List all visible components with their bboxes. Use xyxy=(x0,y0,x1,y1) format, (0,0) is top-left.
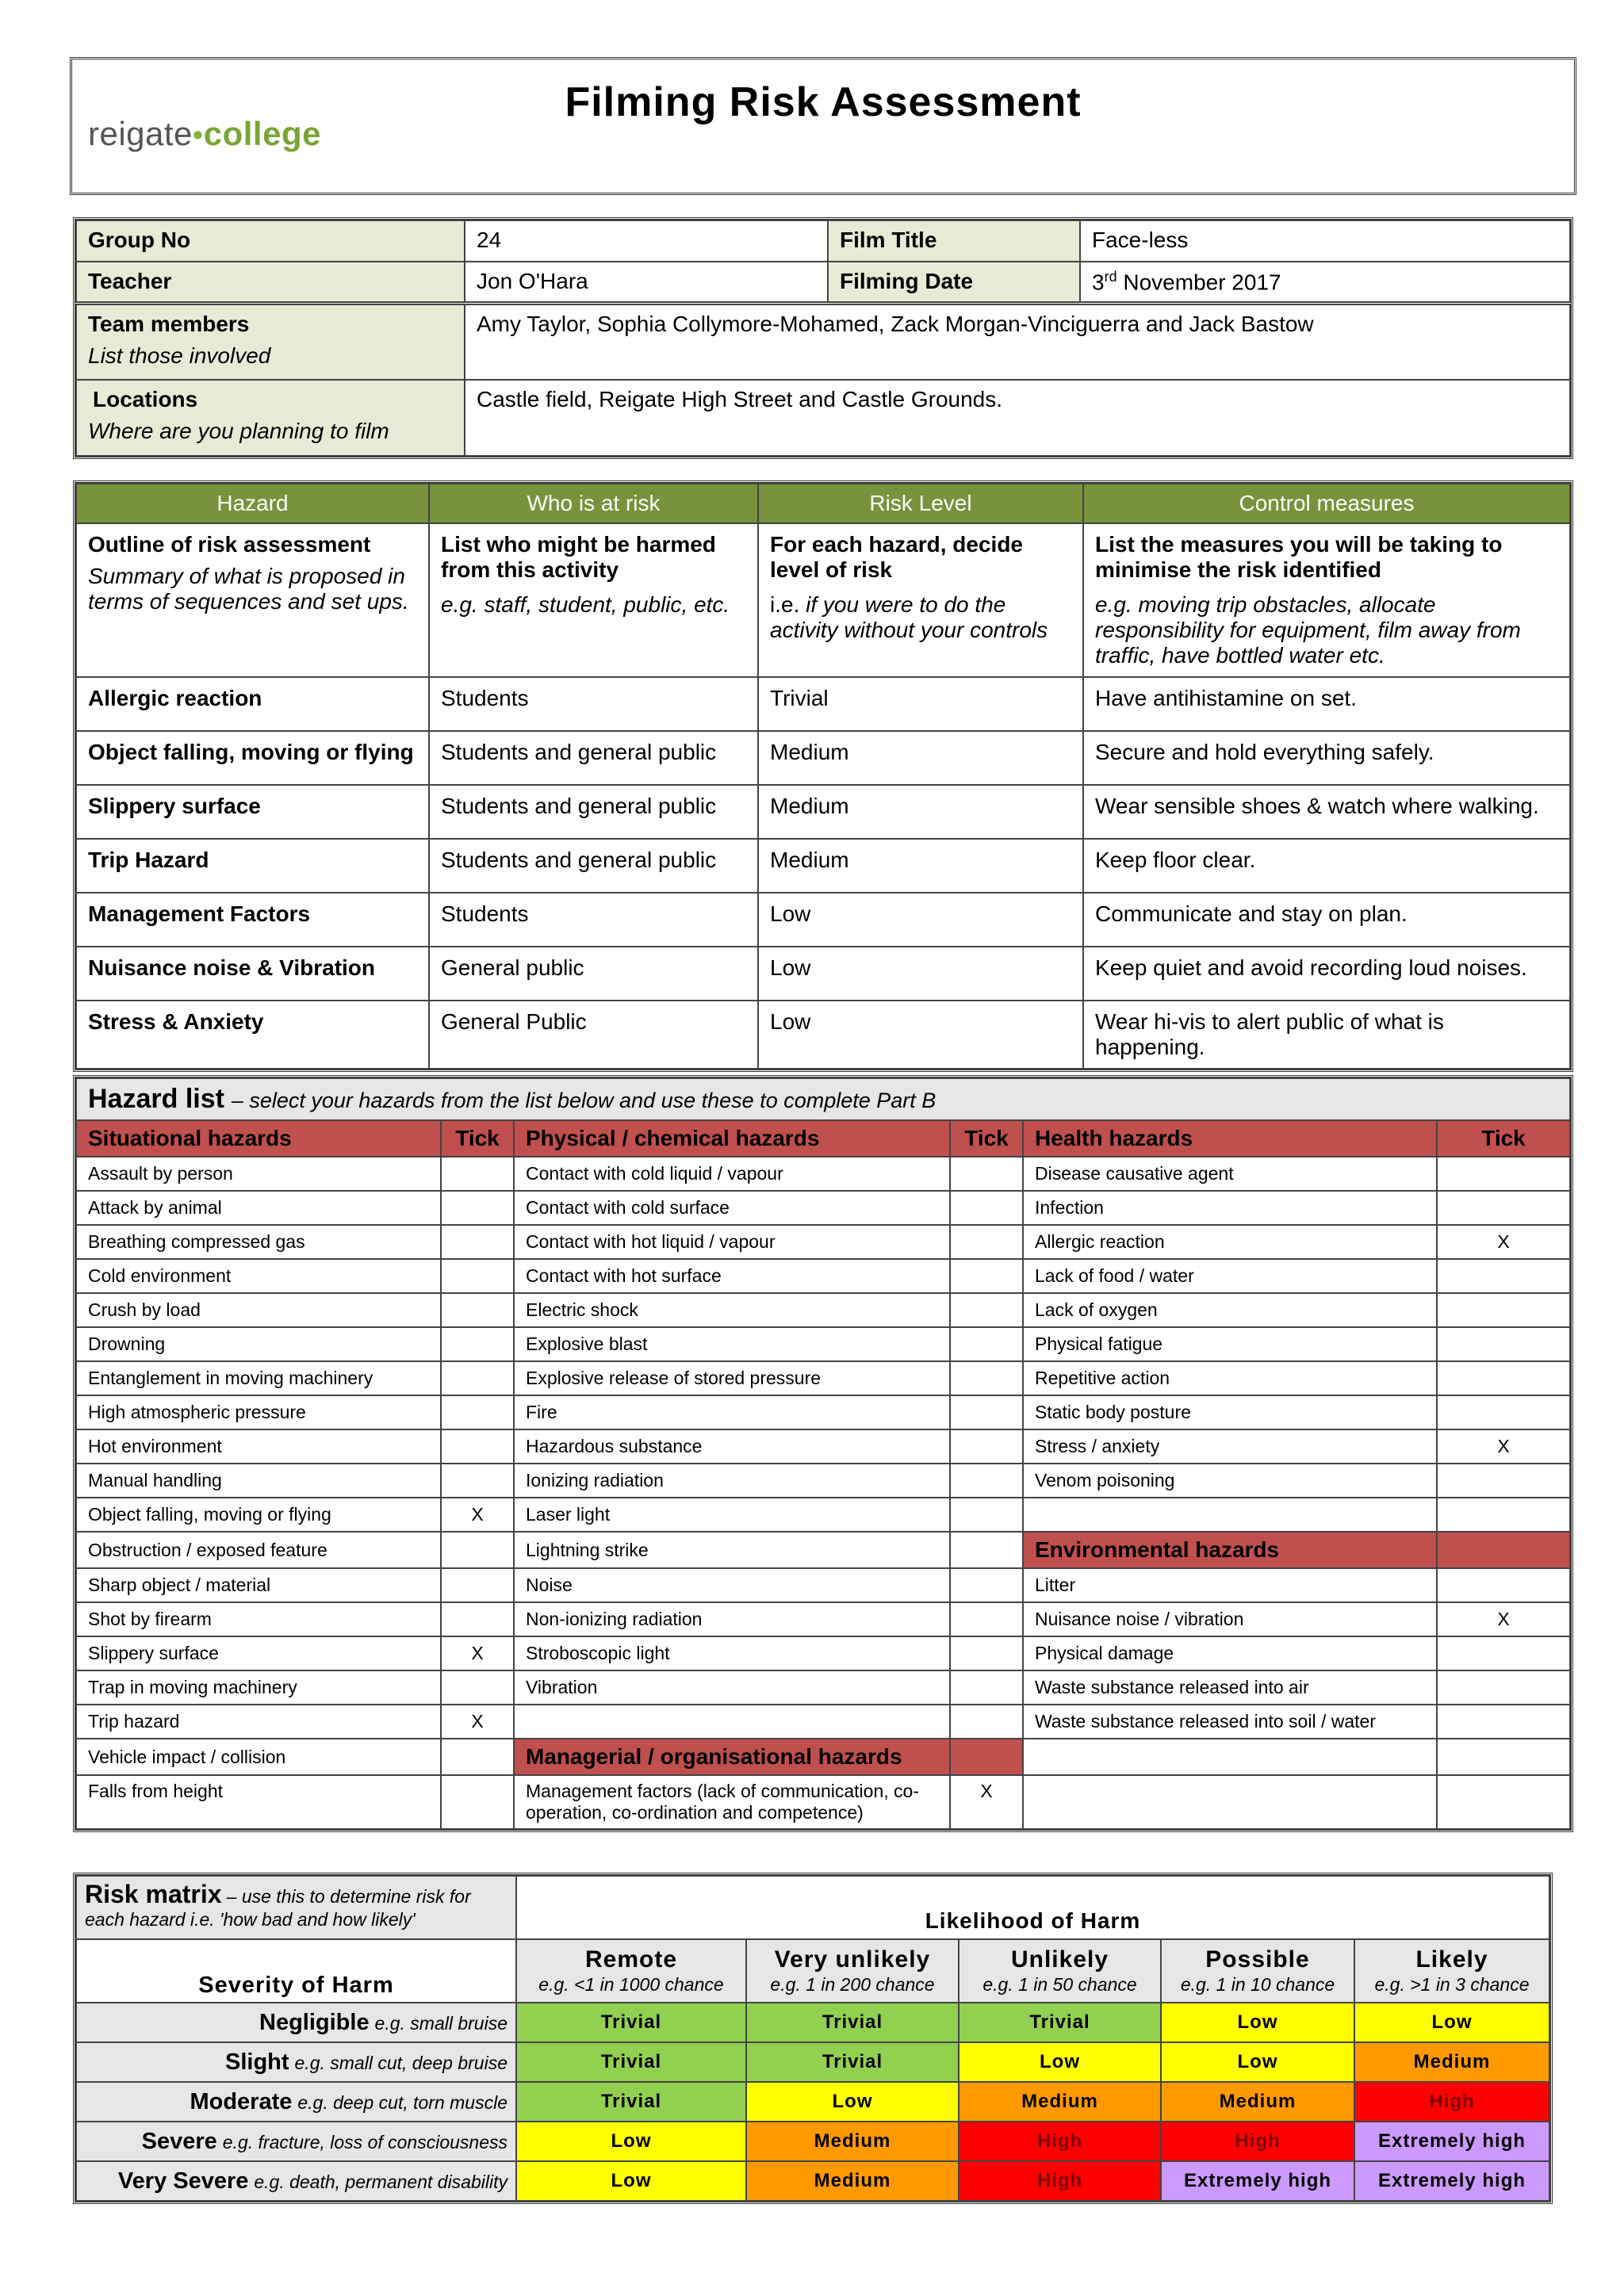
hazard-list-subtitle: – select your hazards from the list below and use these to complete Part B xyxy=(231,1089,936,1112)
filming-date-day: 3 xyxy=(1092,270,1105,295)
health-hazard: Allergic reaction xyxy=(1023,1225,1437,1259)
managerial-tick-header xyxy=(950,1739,1023,1775)
situational-tick[interactable] xyxy=(441,1670,514,1705)
risk-cell: Medium xyxy=(1161,2082,1354,2122)
control-measure: Communicate and stay on plan. xyxy=(1083,893,1570,947)
who-at-risk: Students xyxy=(429,677,758,731)
info-table xyxy=(75,220,1571,457)
physical-tick[interactable] xyxy=(950,1361,1023,1395)
situational-tick[interactable] xyxy=(441,1225,514,1259)
physical-tick[interactable] xyxy=(950,1259,1023,1293)
situational-tick[interactable] xyxy=(441,1259,514,1293)
risk-cell: High xyxy=(1161,2122,1354,2161)
risk-cell: Trivial xyxy=(746,2042,959,2082)
header-box xyxy=(70,57,1576,195)
severity-of-harm-label: Severity of Harm xyxy=(76,1939,516,2003)
physical-tick[interactable]: X xyxy=(950,1775,1023,1829)
risk-cell: High xyxy=(1354,2082,1549,2122)
situational-hazard: Cold environment xyxy=(76,1259,441,1293)
who-at-risk: Students and general public xyxy=(429,731,758,785)
info-box xyxy=(73,217,1573,459)
situational-hazard: Entanglement in moving machinery xyxy=(76,1361,441,1395)
situational-tick[interactable] xyxy=(441,1532,514,1568)
control-measure: Wear hi-vis to alert public of what is happening. xyxy=(1083,1001,1570,1069)
risk-level: Low xyxy=(758,893,1083,947)
hazard-list-box xyxy=(73,1075,1573,1832)
risk-cell: Low xyxy=(1354,2003,1549,2042)
risk-cell: Low xyxy=(1161,2042,1354,2082)
physical-hazard: Vibration xyxy=(514,1670,950,1705)
hazard-assessment-box xyxy=(73,480,1573,1072)
hazard-list-title: Hazard list xyxy=(88,1084,224,1114)
severity-row xyxy=(76,2082,1549,2122)
risk-cell: Medium xyxy=(1354,2042,1549,2082)
hazard-list-row xyxy=(76,1532,1570,1568)
physical-hazard: Laser light xyxy=(514,1498,950,1532)
situational-tick[interactable] xyxy=(441,1464,514,1498)
likelihood-example: e.g. <1 in 1000 chance xyxy=(538,1973,724,1995)
risk-level: Medium xyxy=(758,839,1083,893)
who-at-risk: Students xyxy=(429,893,758,947)
situational-tick[interactable]: X xyxy=(441,1636,514,1670)
risk-cell: Extremely high xyxy=(1354,2122,1549,2161)
risk-cell: Trivial xyxy=(516,2003,746,2042)
health-hazard: Venom poisoning xyxy=(1023,1464,1437,1498)
likelihood-possible xyxy=(1161,1939,1354,2003)
likelihood-example: e.g. >1 in 3 chance xyxy=(1374,1973,1530,1995)
health-tick[interactable] xyxy=(1437,1670,1570,1705)
physical-tick[interactable] xyxy=(950,1670,1023,1705)
physical-tick[interactable] xyxy=(950,1568,1023,1602)
health-tick[interactable] xyxy=(1437,1636,1570,1670)
situational-tick[interactable]: X xyxy=(441,1498,514,1532)
health-hazard: Lack of food / water xyxy=(1023,1259,1437,1293)
physical-hazard: Contact with hot surface xyxy=(514,1259,950,1293)
situational-hazard: Trap in moving machinery xyxy=(76,1670,441,1705)
physical-tick-header: Tick xyxy=(950,1120,1023,1157)
guide-who-bold: List who might be harmed from this activity xyxy=(441,532,716,582)
physical-hazard: Stroboscopic light xyxy=(514,1636,950,1670)
filming-date-label: Filming Date xyxy=(828,262,1080,304)
risk-cell: Low xyxy=(516,2122,746,2161)
team-value: Amy Taylor, Sophia Collymore-Mohamed, Zack Morgan-Vinciguerra and Jack Bastow xyxy=(465,304,1570,380)
team-label-cell xyxy=(76,304,465,380)
situational-hazard: Assault by person xyxy=(76,1157,441,1191)
physical-hazard: Noise xyxy=(514,1568,950,1602)
hazard-row xyxy=(76,839,1570,893)
hazard-list-row xyxy=(76,1775,1570,1829)
managerial-header: Managerial / organisational hazards xyxy=(514,1739,950,1775)
header-risk-level: Risk Level xyxy=(758,484,1083,523)
situational-hazard: Crush by load xyxy=(76,1293,441,1327)
group-no-label: Group No xyxy=(76,220,465,262)
hazard-row xyxy=(76,1001,1570,1069)
physical-hazard xyxy=(514,1705,950,1739)
physical-hazard: Electric shock xyxy=(514,1293,950,1327)
header-control-measures: Control measures xyxy=(1083,484,1570,523)
severity-moderate xyxy=(76,2082,516,2122)
severity-example: e.g. death, permanent disability xyxy=(254,2171,508,2192)
severity-row xyxy=(76,2161,1549,2201)
risk-cell: Medium xyxy=(959,2082,1161,2122)
health-tick[interactable] xyxy=(1437,1293,1570,1327)
physical-tick[interactable] xyxy=(950,1327,1023,1361)
hazard-row xyxy=(76,947,1570,1001)
hazard-name: Nuisance noise & Vibration xyxy=(76,947,429,1001)
risk-level: Low xyxy=(758,1001,1083,1069)
situational-hazard: Object falling, moving or flying xyxy=(76,1498,441,1532)
situational-tick[interactable] xyxy=(441,1157,514,1191)
header-hazard: Hazard xyxy=(76,484,429,523)
risk-cell: Extremely high xyxy=(1161,2161,1354,2201)
hazard-list-row xyxy=(76,1464,1570,1498)
health-hazard xyxy=(1023,1775,1437,1829)
health-tick[interactable] xyxy=(1437,1498,1570,1532)
severity-name: Slight xyxy=(225,2049,289,2075)
physical-tick[interactable] xyxy=(950,1395,1023,1429)
likelihood-remote xyxy=(516,1939,746,2003)
likelihood-unlikely xyxy=(959,1939,1161,2003)
likelihood-name: Likely xyxy=(1415,1946,1488,1973)
physical-tick[interactable] xyxy=(950,1191,1023,1225)
hazard-list-title-cell xyxy=(76,1078,1570,1120)
hazard-list-row xyxy=(76,1568,1570,1602)
severity-name: Moderate xyxy=(190,2088,293,2114)
who-at-risk: Students and general public xyxy=(429,785,758,839)
health-tick[interactable] xyxy=(1437,1464,1570,1498)
situational-hazard: Shot by firearm xyxy=(76,1602,441,1636)
hazard-list-row xyxy=(76,1191,1570,1225)
guide-level xyxy=(758,523,1083,677)
situational-hazard: Drowning xyxy=(76,1327,441,1361)
health-tick[interactable] xyxy=(1437,1259,1570,1293)
risk-cell: Medium xyxy=(746,2161,959,2201)
filming-date-value xyxy=(1080,262,1570,304)
filming-date-suffix: rd xyxy=(1104,269,1117,285)
situational-hazard: Manual handling xyxy=(76,1464,441,1498)
severity-severe xyxy=(76,2122,516,2161)
locations-hint: Where are you planning to film xyxy=(88,418,389,443)
hazard-name: Stress & Anxiety xyxy=(76,1001,429,1069)
health-hazard: Repetitive action xyxy=(1023,1361,1437,1395)
risk-matrix-rows xyxy=(76,2003,1549,2201)
health-tick[interactable] xyxy=(1437,1775,1570,1829)
health-hazard: Lack of oxygen xyxy=(1023,1293,1437,1327)
guide-hazard xyxy=(76,523,429,677)
guide-hazard-bold: Outline of risk assessment xyxy=(88,532,371,557)
hazard-list-row xyxy=(76,1225,1570,1259)
risk-level: Medium xyxy=(758,785,1083,839)
risk-cell: High xyxy=(959,2122,1161,2161)
situational-tick[interactable] xyxy=(441,1191,514,1225)
hazard-row xyxy=(76,731,1570,785)
situational-hazard: Falls from height xyxy=(76,1775,441,1829)
hazard-assessment-table xyxy=(75,483,1571,1070)
physical-hazard: Management factors (lack of communication, co-operation, co-ordination and competence) xyxy=(514,1775,950,1829)
health-tick[interactable] xyxy=(1437,1327,1570,1361)
physical-hazard: Contact with cold liquid / vapour xyxy=(514,1157,950,1191)
teacher-label: Teacher xyxy=(76,262,465,304)
locations-label: Locations xyxy=(93,386,198,411)
health-tick[interactable] xyxy=(1437,1157,1570,1191)
health-hazard: Physical damage xyxy=(1023,1636,1437,1670)
risk-cell: Low xyxy=(959,2042,1161,2082)
hazard-row xyxy=(76,677,1570,731)
situational-hazard: High atmospheric pressure xyxy=(76,1395,441,1429)
risk-matrix-table xyxy=(75,1875,1550,2202)
health-hazard: Waste substance released into soil / water xyxy=(1023,1705,1437,1739)
severity-example: e.g. deep cut, torn muscle xyxy=(297,2091,508,2113)
guide-control-italic: e.g. moving trip obstacles, allocate responsibility for equipment, film away from traffic, have bottled water etc. xyxy=(1095,592,1521,668)
situational-tick[interactable] xyxy=(441,1568,514,1602)
logo-text-reigate: reigate xyxy=(88,115,193,152)
health-hazard: Physical fatigue xyxy=(1023,1327,1437,1361)
likelihood-header-row xyxy=(76,1939,1549,2003)
health-header: Health hazards xyxy=(1023,1120,1437,1157)
risk-cell: Trivial xyxy=(746,2003,959,2042)
risk-level: Trivial xyxy=(758,677,1083,731)
health-hazard: Nuisance noise / vibration xyxy=(1023,1602,1437,1636)
health-tick[interactable] xyxy=(1437,1739,1570,1775)
control-measure: Wear sensible shoes & watch where walking. xyxy=(1083,785,1570,839)
health-tick-header: Tick xyxy=(1437,1120,1570,1157)
control-measure: Keep floor clear. xyxy=(1083,839,1570,893)
physical-tick[interactable] xyxy=(950,1293,1023,1327)
severity-name: Negligible xyxy=(259,2009,370,2035)
likelihood-name: Very unlikely xyxy=(774,1946,931,1973)
risk-cell: High xyxy=(959,2161,1161,2201)
health-hazard xyxy=(1023,1498,1437,1532)
situational-hazard: Trip hazard xyxy=(76,1705,441,1739)
severity-name: Severe xyxy=(141,2128,217,2154)
physical-tick[interactable] xyxy=(950,1429,1023,1464)
filming-date-rest: November 2017 xyxy=(1116,270,1281,295)
risk-level: Low xyxy=(758,947,1083,1001)
who-at-risk: General public xyxy=(429,947,758,1001)
guide-level-prefix: i.e. xyxy=(770,592,806,617)
situational-hazard: Sharp object / material xyxy=(76,1568,441,1602)
physical-tick[interactable] xyxy=(950,1705,1023,1739)
hazard-list-rows xyxy=(76,1157,1570,1829)
physical-tick[interactable] xyxy=(950,1602,1023,1636)
health-tick[interactable] xyxy=(1437,1395,1570,1429)
situational-hazard: Breathing compressed gas xyxy=(76,1225,441,1259)
physical-tick[interactable] xyxy=(950,1636,1023,1670)
team-label: Team members xyxy=(88,312,250,337)
physical-header: Physical / chemical hazards xyxy=(514,1120,950,1157)
severity-row xyxy=(76,2003,1549,2042)
situational-tick[interactable]: X xyxy=(441,1705,514,1739)
situational-tick[interactable] xyxy=(441,1775,514,1829)
team-hint: List those involved xyxy=(88,343,271,369)
film-title-value: Face-less xyxy=(1080,220,1570,262)
guide-hazard-italic: Summary of what is proposed in terms of sequences and set ups. xyxy=(88,564,409,614)
risk-cell: Trivial xyxy=(959,2003,1161,2042)
health-tick[interactable] xyxy=(1437,1191,1570,1225)
situational-tick[interactable] xyxy=(441,1293,514,1327)
likelihood-likely xyxy=(1354,1939,1549,2003)
likelihood-name: Unlikely xyxy=(1010,1946,1109,1973)
situational-tick[interactable] xyxy=(441,1429,514,1464)
page-title: Filming Risk Assessment xyxy=(565,79,1082,125)
risk-matrix-title-cell xyxy=(76,1876,516,1939)
control-measure: Keep quiet and avoid recording loud noises. xyxy=(1083,947,1570,1001)
risk-cell: Extremely high xyxy=(1354,2161,1549,2201)
severity-example: e.g. small bruise xyxy=(374,2012,508,2034)
locations-label-cell xyxy=(76,380,465,456)
situational-tick[interactable] xyxy=(441,1739,514,1775)
hazard-name: Management Factors xyxy=(76,893,429,947)
likelihood-very-unlikely xyxy=(746,1939,959,2003)
hazard-list-row xyxy=(76,1602,1570,1636)
hazard-list-row xyxy=(76,1498,1570,1532)
physical-tick[interactable] xyxy=(950,1157,1023,1191)
severity-example: e.g. small cut, deep bruise xyxy=(294,2052,508,2073)
likelihood-example: e.g. 1 in 200 chance xyxy=(770,1973,935,1995)
who-at-risk: Students and general public xyxy=(429,839,758,893)
risk-level: Medium xyxy=(758,731,1083,785)
situational-hazard: Obstruction / exposed feature xyxy=(76,1532,441,1568)
physical-hazard: Lightning strike xyxy=(514,1532,950,1568)
severity-negligible xyxy=(76,2003,516,2042)
header-who-at-risk: Who is at risk xyxy=(429,484,758,523)
severity-row xyxy=(76,2042,1549,2082)
health-hazard: Stress / anxiety xyxy=(1023,1429,1437,1464)
hazard-row xyxy=(76,893,1570,947)
severity-slight xyxy=(76,2042,516,2082)
hazard-list-row xyxy=(76,1259,1570,1293)
hazard-list-row xyxy=(76,1429,1570,1464)
hazard-list-row xyxy=(76,1636,1570,1670)
severity-example: e.g. fracture, loss of consciousness xyxy=(222,2131,508,2152)
control-measure: Have antihistamine on set. xyxy=(1083,677,1570,731)
locations-value: Castle field, Reigate High Street and Castle Grounds. xyxy=(465,380,1570,456)
likelihood-example: e.g. 1 in 50 chance xyxy=(982,1973,1137,1995)
physical-hazard: Hazardous substance xyxy=(514,1429,950,1464)
health-tick[interactable]: X xyxy=(1437,1225,1570,1259)
health-hazard: Infection xyxy=(1023,1191,1437,1225)
logo-text-college: college xyxy=(203,115,321,152)
environmental-tick-header xyxy=(1437,1532,1570,1568)
group-no-value: 24 xyxy=(465,220,828,262)
physical-hazard: Contact with cold surface xyxy=(514,1191,950,1225)
health-tick[interactable] xyxy=(1437,1568,1570,1602)
guide-level-text xyxy=(770,592,1071,643)
hazard-rows xyxy=(76,677,1570,1069)
risk-matrix-title: Risk matrix xyxy=(85,1880,222,1908)
control-measure: Secure and hold everything safely. xyxy=(1083,731,1570,785)
who-at-risk: General Public xyxy=(429,1001,758,1069)
hazard-list-row xyxy=(76,1157,1570,1191)
hazard-list-row xyxy=(76,1705,1570,1739)
risk-cell: Trivial xyxy=(516,2042,746,2082)
health-hazard: Waste substance released into air xyxy=(1023,1670,1437,1705)
physical-tick[interactable] xyxy=(950,1464,1023,1498)
health-tick[interactable]: X xyxy=(1437,1429,1570,1464)
health-hazard: Disease causative agent xyxy=(1023,1157,1437,1191)
severity-row xyxy=(76,2122,1549,2161)
health-hazard: Static body posture xyxy=(1023,1395,1437,1429)
hazard-list-row xyxy=(76,1670,1570,1705)
hazard-row xyxy=(76,785,1570,839)
situational-hazard: Hot environment xyxy=(76,1429,441,1464)
hazard-list-row xyxy=(76,1395,1570,1429)
health-tick[interactable]: X xyxy=(1437,1602,1570,1636)
guide-who-italic: e.g. staff, student, public, etc. xyxy=(441,592,730,617)
guide-level-italic: if you were to do the activity without your controls xyxy=(770,592,1048,642)
situational-hazard: Vehicle impact / collision xyxy=(76,1739,441,1775)
severity-name: Very Severe xyxy=(117,2168,249,2194)
situational-tick[interactable] xyxy=(441,1361,514,1395)
health-hazard xyxy=(1023,1739,1437,1775)
logo-dot-icon: • xyxy=(192,119,204,152)
hazard-list-row xyxy=(76,1739,1570,1775)
risk-cell: Low xyxy=(746,2082,959,2122)
health-hazard: Litter xyxy=(1023,1568,1437,1602)
situational-hazard: Slippery surface xyxy=(76,1636,441,1670)
risk-cell: Trivial xyxy=(516,2082,746,2122)
likelihood-of-harm-label: Likelihood of Harm xyxy=(516,1876,1549,1939)
likelihood-name: Remote xyxy=(584,1946,678,1973)
guide-control-bold: List the measures you will be taking to minimise the risk identified xyxy=(1095,532,1503,582)
guide-level-bold: For each hazard, decide level of risk xyxy=(770,532,1023,582)
risk-cell: Low xyxy=(516,2161,746,2201)
physical-hazard: Contact with hot liquid / vapour xyxy=(514,1225,950,1259)
risk-matrix-subtitle: – use this to determine risk for each hazard i.e. 'how bad and how likely' xyxy=(85,1886,471,1930)
health-tick[interactable] xyxy=(1437,1705,1570,1739)
hazard-list-row xyxy=(76,1327,1570,1361)
situational-hazard: Attack by animal xyxy=(76,1191,441,1225)
likelihood-name: Possible xyxy=(1205,1946,1310,1973)
situational-tick-header: Tick xyxy=(441,1120,514,1157)
physical-hazard: Ionizing radiation xyxy=(514,1464,950,1498)
hazard-name: Trip Hazard xyxy=(76,839,429,893)
likelihood-example: e.g. 1 in 10 chance xyxy=(1180,1973,1335,1995)
hazard-list-row xyxy=(76,1293,1570,1327)
risk-matrix-box xyxy=(73,1873,1553,2204)
physical-hazard: Non-ionizing radiation xyxy=(514,1602,950,1636)
severity-very-severe xyxy=(76,2161,516,2201)
hazard-list-table xyxy=(75,1077,1571,1830)
hazard-name: Slippery surface xyxy=(76,785,429,839)
risk-cell: Low xyxy=(1161,2003,1354,2042)
hazard-name: Object falling, moving or flying xyxy=(76,731,429,785)
guide-control xyxy=(1083,523,1570,677)
film-title-label: Film Title xyxy=(828,220,1080,262)
situational-tick[interactable] xyxy=(441,1602,514,1636)
physical-hazard: Explosive release of stored pressure xyxy=(514,1361,950,1395)
guide-who xyxy=(429,523,758,677)
environmental-header: Environmental hazards xyxy=(1023,1532,1437,1568)
physical-hazard: Explosive blast xyxy=(514,1327,950,1361)
physical-tick[interactable] xyxy=(950,1532,1023,1568)
hazard-list-row xyxy=(76,1361,1570,1395)
situational-tick[interactable] xyxy=(441,1327,514,1361)
physical-tick[interactable] xyxy=(950,1225,1023,1259)
physical-tick[interactable] xyxy=(950,1498,1023,1532)
situational-tick[interactable] xyxy=(441,1395,514,1429)
risk-cell: Medium xyxy=(746,2122,959,2161)
hazard-name: Allergic reaction xyxy=(76,677,429,731)
teacher-value: Jon O'Hara xyxy=(465,262,828,304)
situational-header: Situational hazards xyxy=(76,1120,441,1157)
health-tick[interactable] xyxy=(1437,1361,1570,1395)
physical-hazard: Fire xyxy=(514,1395,950,1429)
